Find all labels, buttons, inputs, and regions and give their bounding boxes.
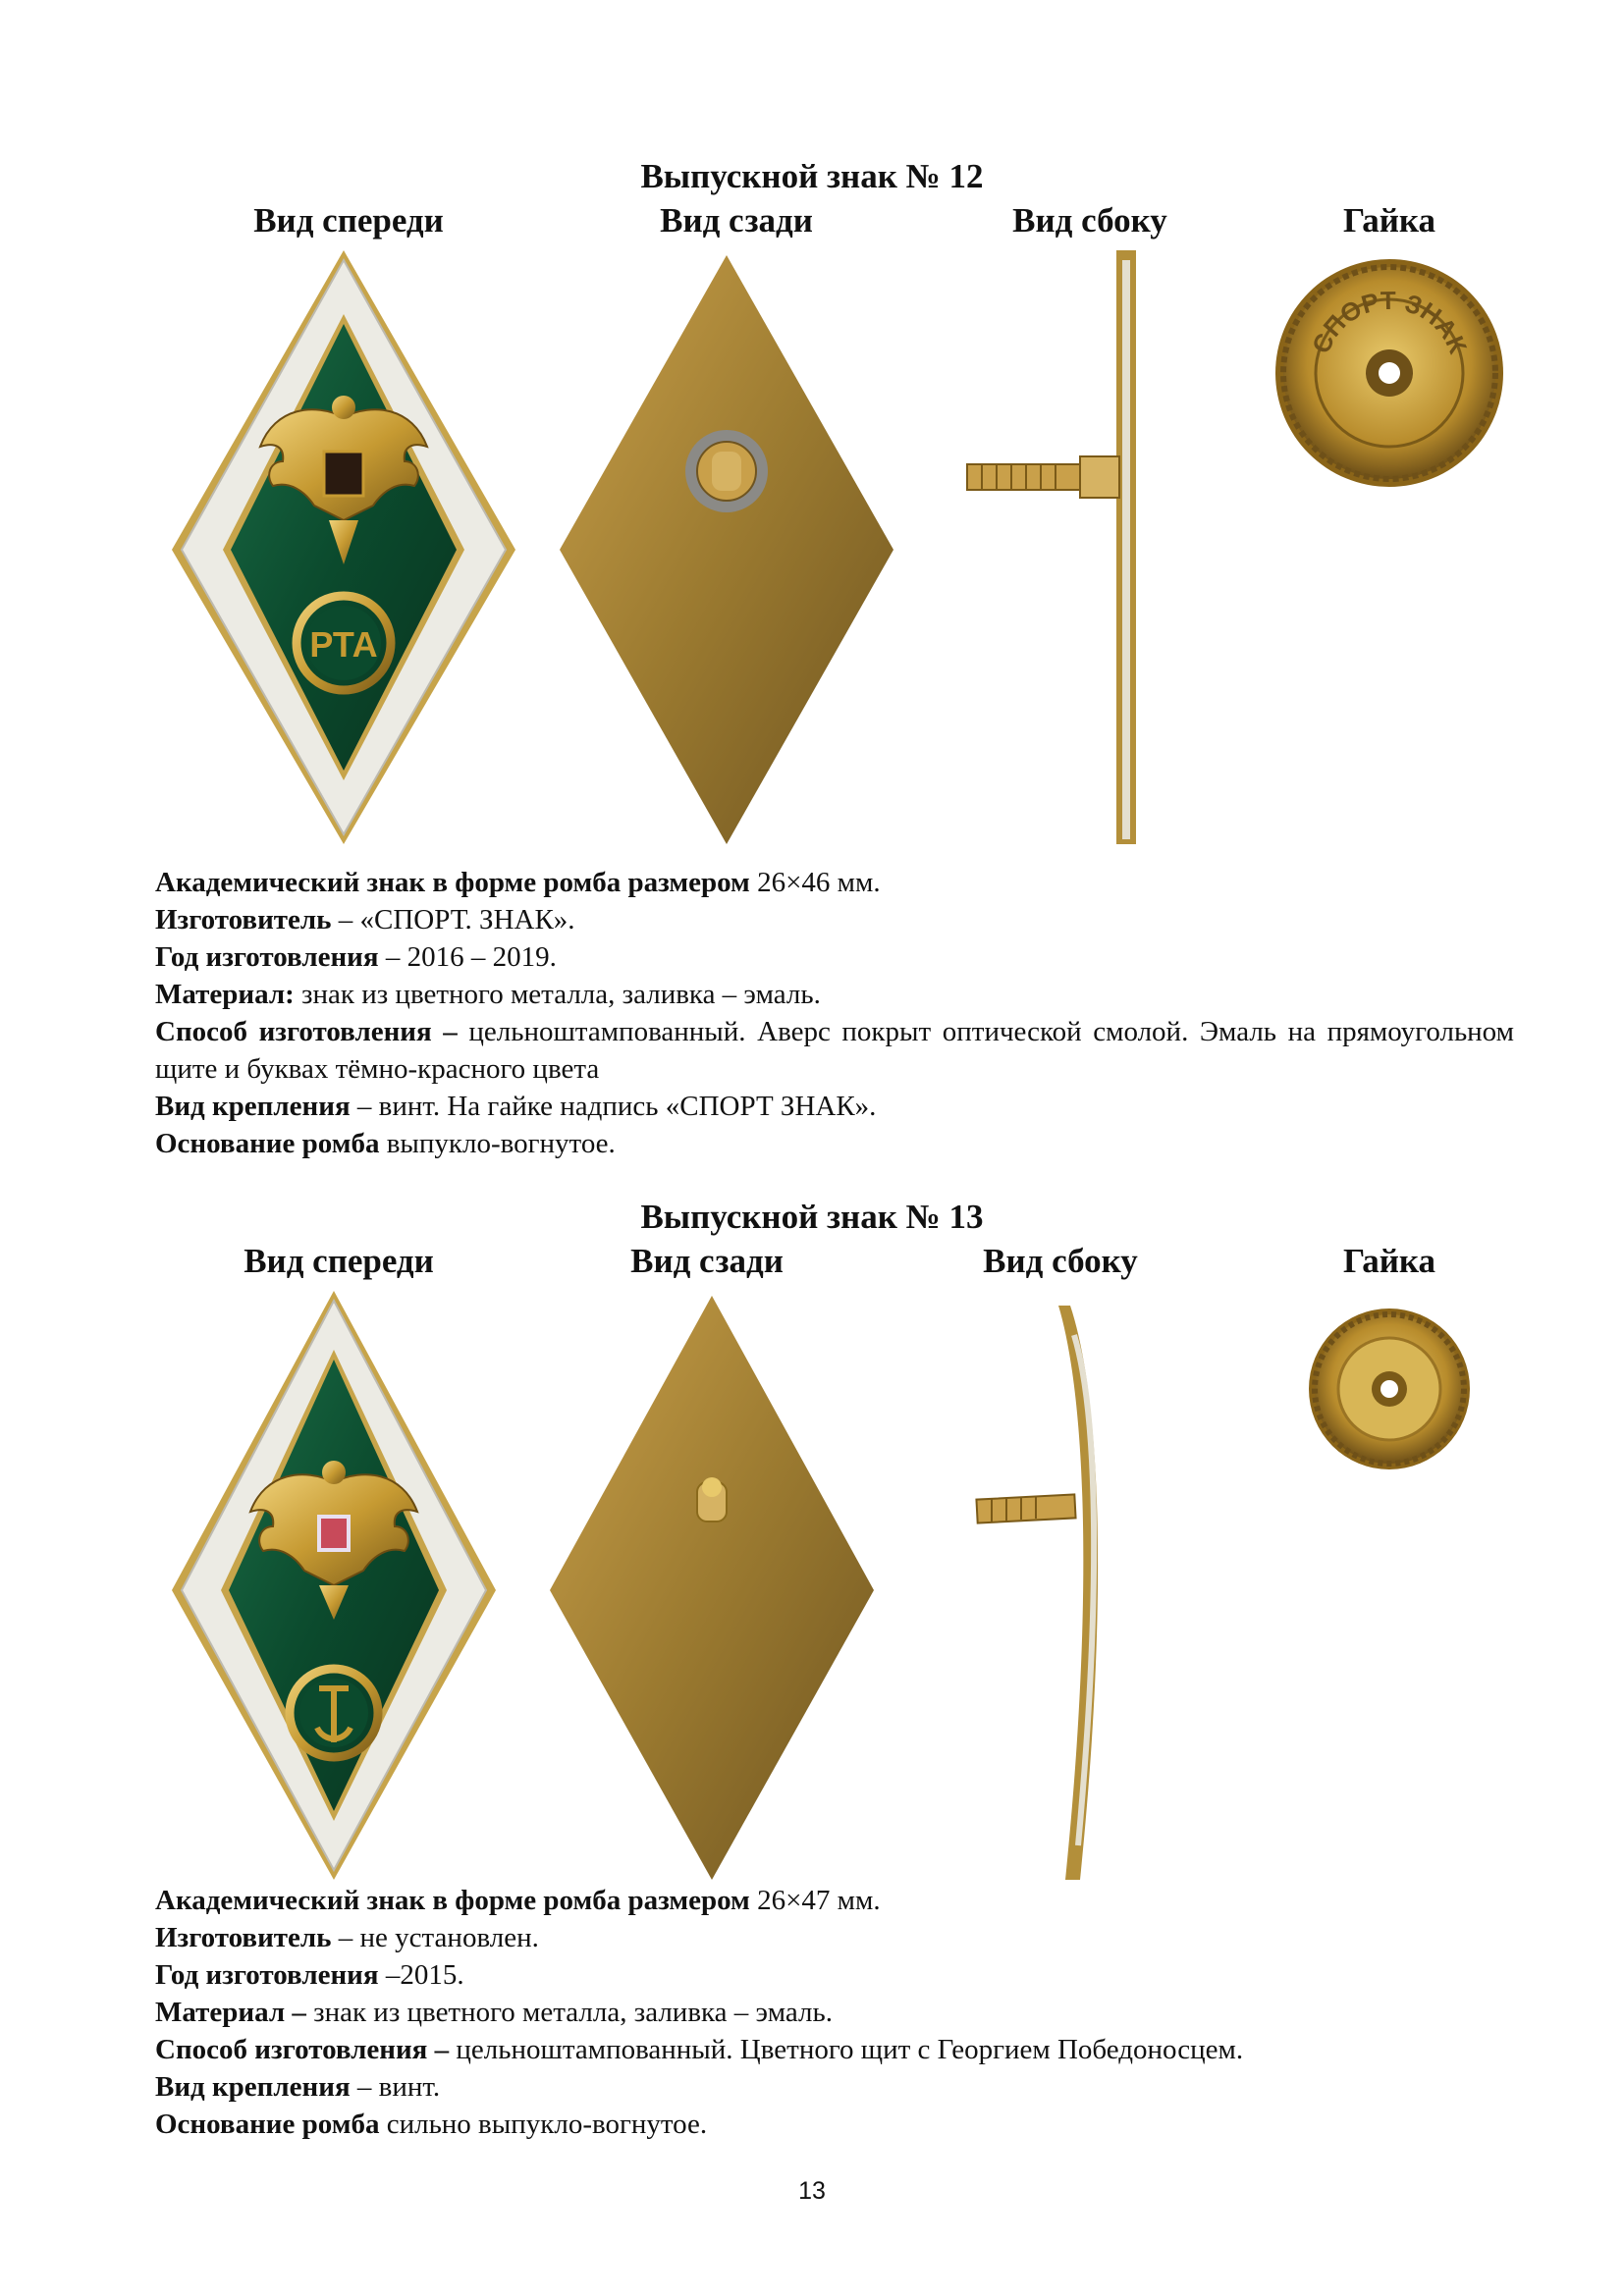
badge-13-side-image [972, 1296, 1129, 1885]
base-value: сильно выпукло-вогнутое. [379, 2109, 708, 2140]
badge-13-side-label: Вид сбоку [983, 1242, 1138, 1280]
method-label: Способ изготовления – [155, 1016, 458, 1047]
badge-12-title: Выпускной знак № 12 [640, 157, 984, 195]
badge-12-description [155, 864, 1514, 1162]
badge-13-title: Выпускной знак № 13 [640, 1198, 984, 1236]
base-label: Основание ромба [155, 1128, 380, 1159]
shape-label: Академический знак в форме ромба размером [155, 1885, 750, 1916]
badge-12-back-label: Вид сзади [660, 201, 813, 240]
badge-12-back-image [545, 250, 898, 849]
badge-12-nut-image [1272, 255, 1507, 491]
maker-value: – не установлен. [331, 1922, 539, 1953]
method-value: цельноштампованный. Цветного щит с Георгием Победоносцем. [449, 2034, 1244, 2065]
badge-13-nut-image [1306, 1306, 1473, 1472]
material-value: знак из цветного металла, заливка – эмаль. [305, 1997, 833, 2028]
mount-label: Вид крепления [155, 2071, 351, 2103]
maker-label: Изготовитель [155, 904, 332, 935]
badge-13-front-image [172, 1291, 506, 1880]
badge-12-nut-label: Гайка [1343, 201, 1435, 240]
rta-emblem-text: РТА [309, 624, 378, 665]
wreath-emblem-icon [290, 1669, 378, 1757]
maker-value: – «СПОРТ. ЗНАК». [331, 904, 575, 935]
shape-value: 26×47 мм. [749, 1885, 881, 1916]
badge-12-front-image [167, 250, 520, 849]
badge-13-nut-label: Гайка [1343, 1242, 1435, 1280]
method-value: цельноштампованный. Аверс покрыт оптической смолой. Эмаль на прямоугольном щите и буквах тёмно-красного цвета [155, 1016, 1514, 1085]
badge-13-back-label: Вид сзади [630, 1242, 784, 1280]
material-label: Материал – [155, 1997, 306, 2028]
mount-value: – винт. [350, 2071, 441, 2103]
rta-emblem-icon [297, 596, 391, 690]
badge-12-side-image [967, 250, 1164, 849]
maker-label: Изготовитель [155, 1922, 332, 1953]
year-label: Год изготовления [155, 1959, 379, 1991]
badge-12-front-label: Вид спереди [253, 201, 444, 240]
base-value: выпукло-вогнутое. [379, 1128, 616, 1159]
shape-value: 26×46 мм. [749, 867, 881, 898]
badge-12-side-label: Вид сбоку [1012, 201, 1167, 240]
shape-label: Академический знак в форме ромба размером [155, 867, 750, 898]
mount-label: Вид крепления [155, 1091, 351, 1122]
page-number: 13 [798, 2177, 826, 2205]
method-label: Способ изготовления – [155, 2034, 450, 2065]
year-value: – 2016 – 2019. [378, 941, 557, 973]
badge-13-front-label: Вид спереди [244, 1242, 434, 1280]
material-value: знак из цветного металла, заливка – эмаль. [294, 979, 821, 1010]
base-label: Основание ромба [155, 2109, 380, 2140]
nut-inscription-text: СПОРТ ЗНАК [1306, 285, 1474, 358]
mount-value: – винт. На гайке надпись «СПОРТ ЗНАК». [350, 1091, 877, 1122]
badge-13-back-image [545, 1296, 879, 1880]
year-value: –2015. [378, 1959, 464, 1991]
material-label: Материал: [155, 979, 295, 1010]
badge-13-description [155, 1882, 1514, 2143]
year-label: Год изготовления [155, 941, 379, 973]
